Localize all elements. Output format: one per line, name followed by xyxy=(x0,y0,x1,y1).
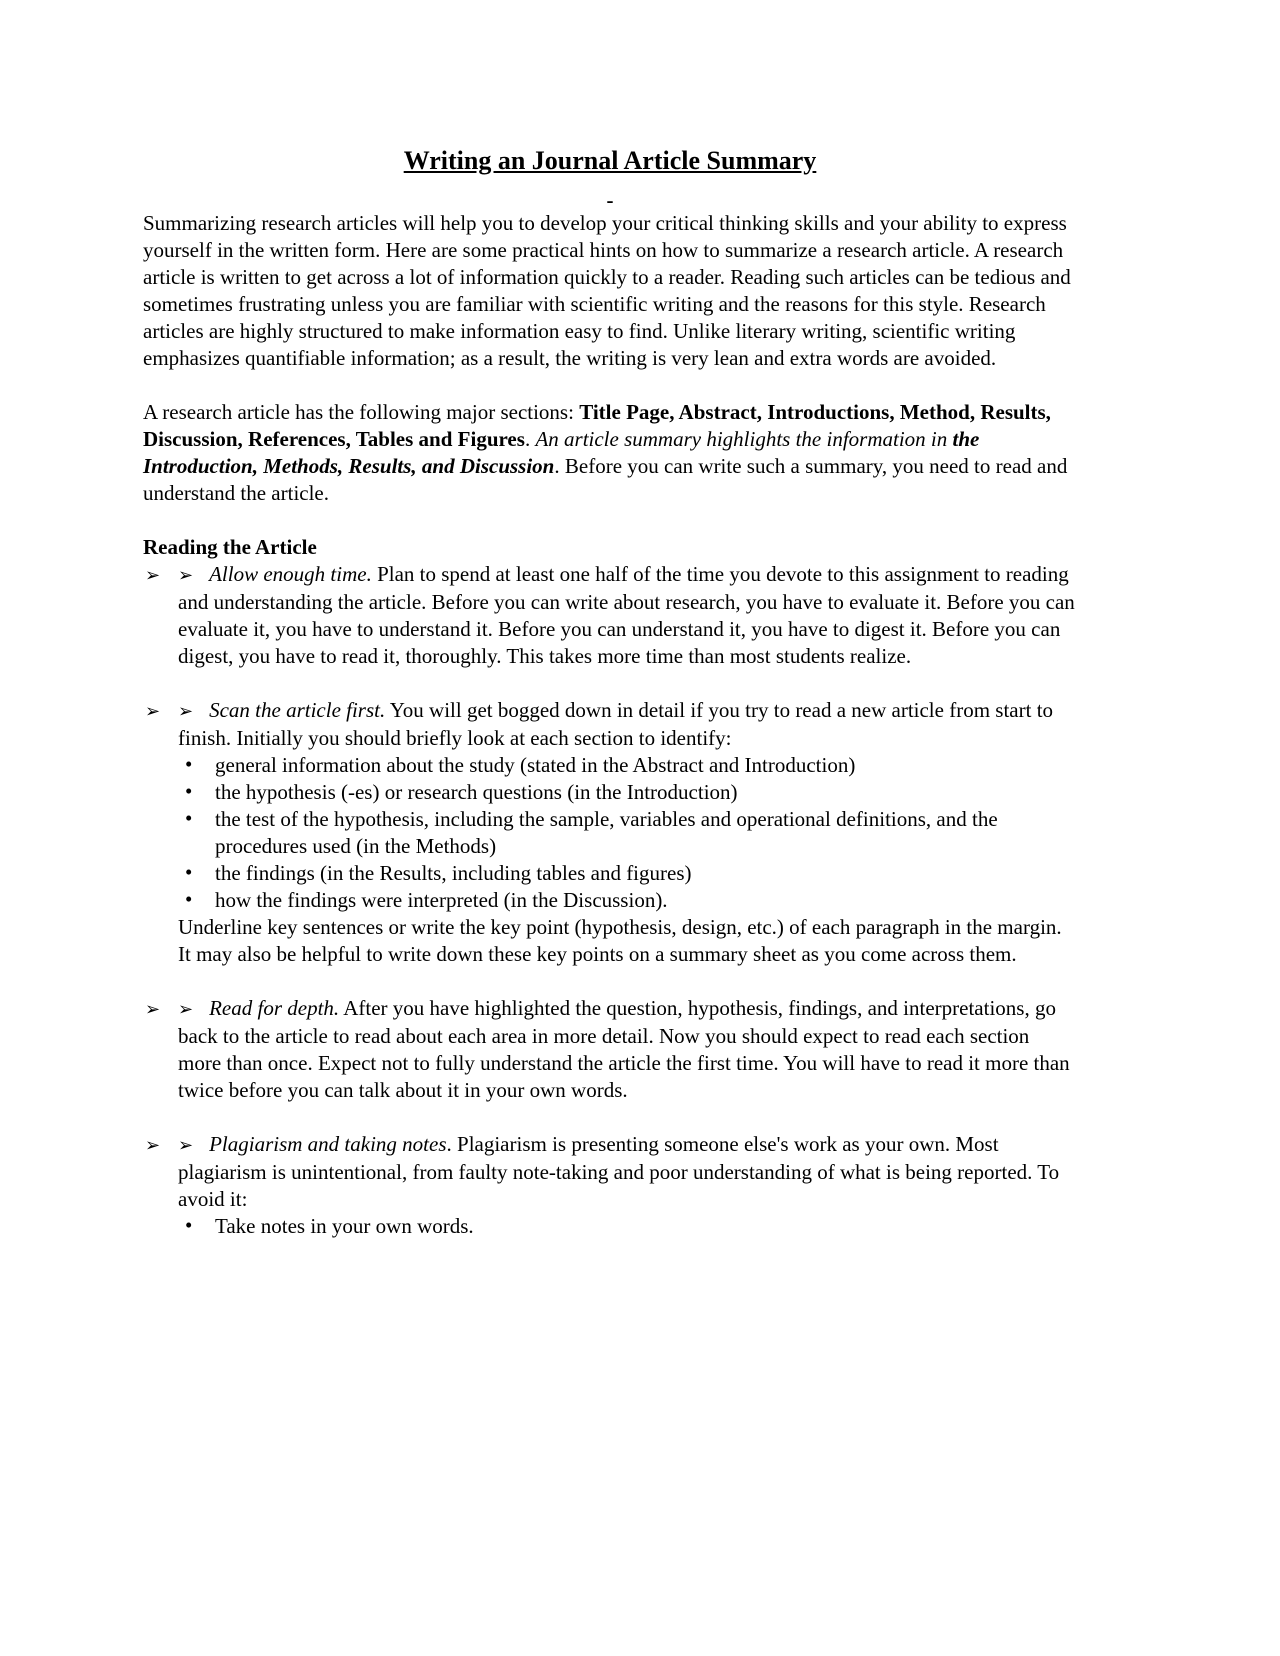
sub-list xyxy=(178,1213,1077,1240)
list-item xyxy=(143,561,1077,670)
list-item xyxy=(143,995,1077,1104)
bullet-icon: • xyxy=(185,779,193,803)
arrow-bullet-icon: ➢ xyxy=(178,1135,194,1156)
document-title: Writing an Journal Article Summary xyxy=(403,146,817,175)
list-item-text: Plagiarism and taking notes. Plagiarism is presenting someone else's work as your own. Most plagiarism is unintentional, from faulty note-taking and poor understanding of what is being reported. To avoid it: xyxy=(178,1132,1060,1211)
bullet-icon: • xyxy=(185,1213,193,1237)
sub-item-text: the findings (in the Results, including tables and figures) xyxy=(215,861,692,885)
list-item-text: Read for depth. After you have highlighted the question, hypothesis, findings, and interpretations, go back to the article to read about each area in more detail. Now you should expect to read each section more than once. Expect not to fully understand the article the first time. You will have to read it more than twice before you can talk about it in your own words. xyxy=(178,996,1070,1102)
bullet-icon: • xyxy=(185,752,193,776)
title-dash: - xyxy=(606,188,614,212)
sub-item-text: Take notes in your own words. xyxy=(215,1214,474,1238)
sections-paragraph: A research article has the following major sections: Title Page, Abstract, Introductions, Method, Results, Discussion, References, Tables and Figures. An article summary highlights the information in the Introduction, Methods, Results, and Discussion. Before you can write such a summary, you need to read and understand the article. xyxy=(143,400,1068,505)
bullet-icon: • xyxy=(185,806,193,830)
sub-list-item xyxy=(178,806,1077,860)
bullet-icon: • xyxy=(185,887,193,911)
sub-list-item xyxy=(178,779,1077,806)
arrow-bullet-icon: ➢ xyxy=(178,565,194,586)
sub-item-text: general information about the study (stated in the Abstract and Introduction) xyxy=(215,753,856,777)
arrow-bullet-icon: ➢ xyxy=(145,1135,161,1156)
arrow-bullet-icon: ➢ xyxy=(145,565,161,586)
arrow-bullet-icon: ➢ xyxy=(178,701,194,722)
reading-list xyxy=(143,561,1077,1240)
sub-list-item xyxy=(178,1213,1077,1240)
sub-list xyxy=(178,752,1077,914)
arrow-bullet-icon: ➢ xyxy=(145,999,161,1020)
sub-item-text: the test of the hypothesis, including the sample, variables and operational definitions, and the procedures used (in the Methods) xyxy=(215,807,998,858)
sub-list-item xyxy=(178,887,1077,914)
sub-item-text: the hypothesis (-es) or research questions (in the Introduction) xyxy=(215,780,738,804)
arrow-bullet-icon: ➢ xyxy=(145,701,161,722)
list-item-text: Scan the article first. You will get bogged down in detail if you try to read a new article from start to finish. Initially you should briefly look at each section to identify: xyxy=(178,698,1054,750)
intro-paragraph: Summarizing research articles will help you to develop your critical thinking skills and your ability to express yourself in the written form. Here are some practical hints on how to summarize a research article. A research article is written to get across a lot of information quickly to a reader. Reading such articles can be tedious and sometimes frustrating unless you are familiar with scientific writing and the reasons for this style. Research articles are highly structured to make information easy to find. Unlike literary writing, scientific writing emphasizes quantifiable information; as a result, the writing is very lean and extra words are avoided. xyxy=(143,211,1071,370)
sub-list-item xyxy=(178,752,1077,779)
bullet-icon: • xyxy=(185,860,193,884)
sub-list-item xyxy=(178,860,1077,887)
list-item xyxy=(143,1131,1077,1240)
list-item-text: Allow enough time. Plan to spend at least one half of the time you devote to this assignment to reading and understanding the article. Before you can write about research, you have to evaluate it. Before you can evaluate it, you have to understand it. Before you can understand it, you have to digest it. Before you can digest, you have to read it, thoroughly. This takes more time than most students realize. xyxy=(178,562,1075,668)
list-item-continuation: Underline key sentences or write the key point (hypothesis, design, etc.) of each paragraph in the margin. It may also be helpful to write down these key points on a summary sheet as you come across them. xyxy=(178,915,1062,966)
section-heading: Reading the Article xyxy=(143,535,317,559)
sub-item-text: how the findings were interpreted (in the Discussion). xyxy=(215,888,668,912)
arrow-bullet-icon: ➢ xyxy=(178,999,194,1020)
list-item xyxy=(143,697,1077,968)
